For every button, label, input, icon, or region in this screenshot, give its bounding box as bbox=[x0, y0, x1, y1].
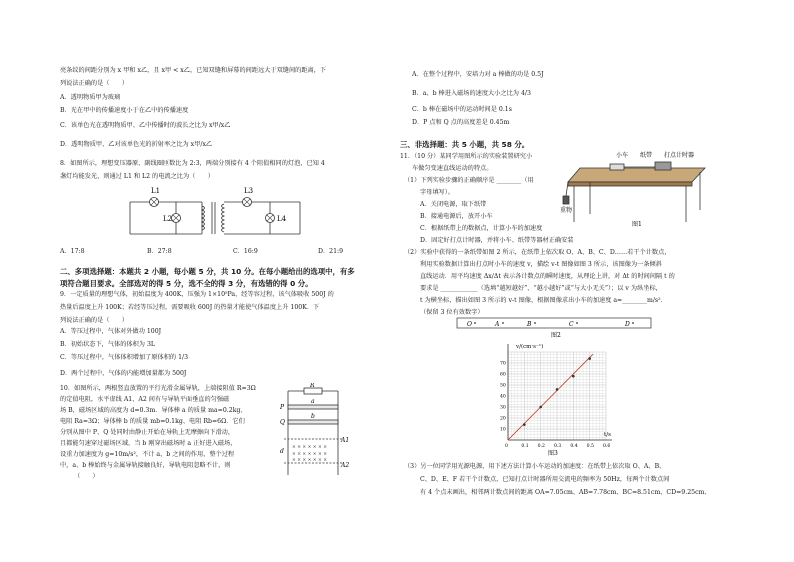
q7-option-b: B．光在甲中的传播速度小于在乙中的传播速度 bbox=[60, 107, 189, 114]
lamp-label-l1: L1 bbox=[151, 187, 161, 195]
q9-stem-line1: 9．一定质量的理想气体，初始温度为 400K，压强为 1×10⁵Pa，经等容过程，该气体吸收 500J 的 bbox=[60, 291, 334, 298]
data-point bbox=[556, 388, 559, 391]
y-tick-label: 40 bbox=[500, 394, 506, 400]
q10-stem-line6: 且都能匀速穿过磁场区域，当 b 刚穿出磁场时 a 正好进入磁场， bbox=[60, 440, 237, 447]
lamp-label-l3: L3 bbox=[244, 187, 254, 195]
q11-step-d: D．固定好打点计时器，并将小车、纸带等器材正确安装 bbox=[420, 237, 574, 244]
lamp-label-l4: L4 bbox=[277, 215, 287, 223]
data-point bbox=[523, 423, 526, 426]
section2-heading-line2: 项符合题目要求。全部选对的得 5 分，选不全的得 3 分，有选错的得 0 分。 bbox=[60, 279, 313, 288]
q8-stem-line1: 8．如图所示，理想变压器原、副线圈匝数比为 2:3，两端分别接有 4 个阻值相同的灯泡，已知 4 bbox=[60, 160, 325, 167]
q9-stem-line3: 列说法正确的是（ ） bbox=[60, 317, 129, 324]
svg-text:× × × × × × ×: × × × × × × × bbox=[292, 458, 327, 463]
q11-fig2-tape bbox=[455, 316, 655, 340]
tape-point-c: C bbox=[569, 321, 574, 328]
q11-part3-line1: （3）另一位同学用光源电源，用下述方法计算小车运动的加速度：在纸带上依次取 O、A、B、 bbox=[404, 463, 666, 470]
q11-part2-line2: 利用实验数据计算出打点时小车的速度 v，描绘 v-t 图像如图 3 所示，该图像为一条倾斜 bbox=[420, 261, 662, 268]
rod-a-label: a bbox=[311, 398, 315, 405]
line-a1-label: A1 bbox=[341, 437, 350, 444]
fig1-weight-label: 重物 bbox=[560, 207, 573, 214]
line-a2-label: A2 bbox=[341, 462, 350, 469]
q9-option-c: C．等压过程中，气体体积增加了原体积的 1/3 bbox=[60, 354, 189, 361]
q11-step-a: A．关闭电源，取下纸带 bbox=[420, 201, 487, 208]
data-point bbox=[572, 375, 575, 378]
q7-option-c: C．该单色光在透明物质甲、乙中传播时的波长之比为 x甲/x乙 bbox=[60, 122, 231, 129]
y-tick-label: 30 bbox=[500, 405, 506, 411]
q8-option-d: D．21:9 bbox=[318, 248, 344, 255]
q10-stem-line2: 的定值电阻，水平虚线 A1、A2 间有与导轨平面垂直的匀强磁 bbox=[60, 396, 230, 403]
q8-option-a: A．17:8 bbox=[60, 248, 85, 255]
q9-option-a: A．等压过程中，气体对外做功 100J bbox=[60, 328, 162, 335]
q11-part2-line1: （2）实验中获得的一条纸带如图 2 所示，在纸带上依次取 O、A、B、C、D……若干个计数点， bbox=[404, 249, 671, 256]
y-axis-label: v/(cm·s⁻¹) bbox=[516, 344, 544, 350]
data-point bbox=[539, 406, 542, 409]
x-tick-label: 0.4 bbox=[570, 444, 578, 449]
q9-option-b: B．初始状态下，气体的体积为 3L bbox=[60, 341, 155, 348]
q10-option-b: B．a、b 棒进入磁场的速度大小之比为 4/3 bbox=[412, 90, 531, 97]
q9-option-d: D．两个过程中，气体的内能增加量都为 500J bbox=[60, 370, 187, 377]
x-tick-label: 0 bbox=[505, 444, 508, 449]
svg-text:× × × × × × ×: × × × × × × × bbox=[292, 452, 327, 457]
q11-part2-line6: （保留 3 位有效数字） bbox=[420, 309, 484, 316]
q11-part3-line2: C、D、E、F 若干个计数点，已知打点计时器所用交流电的频率为 50Hz，每两个计数点间 bbox=[420, 476, 670, 483]
x-axis-label: t/s bbox=[604, 432, 611, 438]
q11-intro-line1: 11．（10 分）某同学用图所示的实验装置研究小 bbox=[400, 153, 533, 160]
fig3-caption: 图3 bbox=[548, 450, 558, 457]
height-d-label: d bbox=[280, 448, 284, 455]
point-p-label: P bbox=[280, 404, 285, 411]
q11-part2-line5: t 为横坐标，描出如图 3 所示的 v-t 图像，根据图像求出小车的加速度 a=________m/s²． bbox=[420, 297, 667, 304]
q10-stem-line3: 场 B，磁场区域的高度为 d=0.3m．导体棒 a 的质量 ma=0.2kg、 bbox=[60, 407, 247, 414]
q8-circuit-figure bbox=[120, 184, 320, 246]
section3-heading: 三、非选择题：共 5 小题，共 58 分。 bbox=[400, 140, 530, 149]
q11-step-c: C．根据纸带上的数据点，计算小车的加速度 bbox=[420, 225, 543, 232]
q10-option-c: C．b 棒在磁场中的运动时间是 0.1s bbox=[412, 106, 512, 113]
q10-option-d: D．P 点和 Q 点的高度差是 0.45m bbox=[412, 119, 510, 126]
x-tick-label: 0.6 bbox=[603, 444, 611, 449]
svg-text:× × × × × × ×: × × × × × × × bbox=[292, 445, 327, 450]
tape-point-b: B bbox=[527, 321, 532, 328]
rod-b-label: b bbox=[311, 413, 315, 420]
q7-option-d: D．透明物质甲、乙对该单色光的折射率之比为 x甲/x乙 bbox=[60, 141, 213, 148]
q11-part3-line3: 有 4 个点未画出，相邻两计数点间的距离 OA=7.05cm、AB=7.78cm、BC=8.51cm、CD=9.25cm、 bbox=[420, 489, 711, 496]
q11-fig3-vt-chart bbox=[488, 340, 618, 458]
x-tick-label: 0.2 bbox=[537, 444, 545, 449]
fig1-caption: 图1 bbox=[632, 221, 642, 228]
fig1-tape-label: 纸带 bbox=[640, 152, 653, 159]
q11-step-b: B．接通电源后，放开小车 bbox=[420, 213, 493, 220]
lamp-label-l2: L2 bbox=[163, 215, 173, 223]
y-tick-label: 60 bbox=[500, 372, 506, 378]
q10-stem-line7: 设重力加速度为 g=10m/s²，不计 a、b 之间的作用，整个过程 bbox=[60, 451, 235, 458]
data-point bbox=[588, 357, 591, 360]
q10-stem-line4: 电阻 Ra=3Ω；导体棒 b 的质量 mb=0.1kg、电阻 Rb=6Ω．它们 bbox=[60, 418, 245, 425]
tape-point-d: D bbox=[625, 321, 630, 328]
y-tick-label: 70 bbox=[500, 361, 506, 367]
q7-stem-line1: 亮条纹的间距分别为 x 甲和 x乙，且 x甲 < x乙，已知双缝和屏幕的间距远大于双缝间的距离，下 bbox=[60, 67, 327, 74]
q8-stem-line2: 盏灯均能发光，则通过 L1 和 L2 的电流之比为（ ） bbox=[60, 173, 214, 180]
y-tick-label: 50 bbox=[500, 383, 506, 389]
x-tick-label: 0.5 bbox=[586, 444, 594, 449]
q11-part2-line4: 要求是 ____________（选填“越短越好”、“越小越好”或“与大小无关”）；以 v 为纵坐标， bbox=[420, 285, 662, 292]
resistor-label: R bbox=[310, 383, 315, 389]
q9-stem-line2: 热量后温度上升 100K；若经等压过程，需要吸收 600J 的热量才能使气体温度上升 100K．下 bbox=[60, 304, 320, 311]
q7-stem-line2: 列说法正确的是（ ） bbox=[60, 80, 129, 87]
x-tick-label: 0.1 bbox=[521, 444, 529, 449]
section2-heading-line1: 二、多项选择题：本题共 2 小题，每小题 5 分，共 10 分。在每小题给出的选项中，有多 bbox=[60, 267, 355, 276]
tape-point-a: A bbox=[495, 321, 500, 328]
q11-fig1-apparatus bbox=[560, 140, 710, 228]
fig2-caption: 图2 bbox=[551, 332, 561, 339]
q8-option-c: C．16:9 bbox=[233, 248, 258, 255]
q7-option-a: A．透明物质甲为玻璃 bbox=[60, 94, 121, 101]
q10-stem-line5: 分别从图中 P、Q 处同时由静止开始在导轨上无摩擦向下滑动， bbox=[60, 429, 235, 436]
y-tick-label: 10 bbox=[500, 427, 506, 433]
q11-part2-line3: 直线运动．用平均速度 Δx/Δt 表示各计数点的瞬时速度，从理论上讲，对 Δt 的时间间隔 t 的 bbox=[420, 273, 675, 280]
q10-stem-line8: 中，a、b 棒始终与金属导轨接触良好，导轨电阻忽略不计，则 bbox=[60, 462, 231, 469]
x-tick-label: 0.3 bbox=[554, 444, 562, 449]
fig1-car-label: 小车 bbox=[616, 152, 629, 159]
q10-option-a: A．在整个过程中，安培力对 a 棒做的功是 0.5J bbox=[412, 71, 544, 78]
q11-intro-line2: 车做匀变速直线运动的特点。 bbox=[412, 165, 493, 172]
q10-stem-line9: （ ） bbox=[74, 473, 99, 480]
q11-part1-line1: （1）下列实验步骤的正确顺序是 ________（用 bbox=[404, 177, 534, 184]
q10-rails-figure bbox=[278, 383, 358, 478]
q10-stem-line1: 10．如图所示，两根竖直放置的平行光滑金属导轨，上端接阻值 R=3Ω bbox=[60, 385, 256, 392]
y-tick-label: 20 bbox=[500, 416, 506, 422]
q11-part1-line2: 字母填写）。 bbox=[420, 189, 455, 196]
q8-option-b: B．27:8 bbox=[147, 248, 172, 255]
tape-point-o: O bbox=[467, 321, 472, 328]
fig1-timer-label: 打点计时器 bbox=[664, 152, 695, 159]
point-q-label: Q bbox=[280, 419, 285, 426]
